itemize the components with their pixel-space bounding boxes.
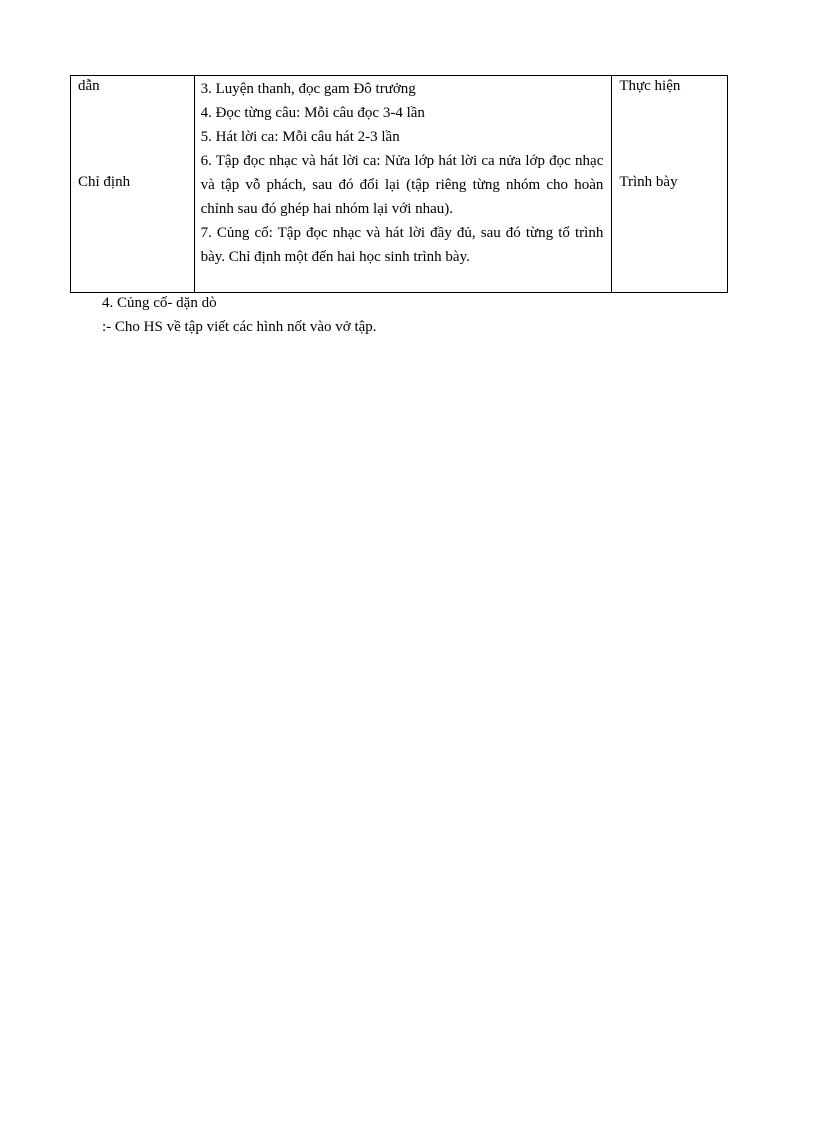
teacher-activity-top: dẫn — [78, 78, 100, 94]
homework-line: :- Cho HS về tập viết các hình nốt vào vở tập. — [102, 319, 377, 335]
content-item-6: 6. Tập đọc nhạc và hát lời ca: Nửa lớp hát lời ca nửa lớp đọc nhạc và tập vỗ phách, sau đó đổi lại (tập riêng từng nhóm cho hoàn chỉnh sau đó ghép hai nhóm lại với nhau). — [200, 153, 604, 217]
content-item-3: 3. Luyện thanh, đọc gam Đô trưởng — [200, 81, 416, 97]
content-cell — [194, 76, 612, 293]
content-item-5: 5. Hát lời ca: Mỗi câu hát 2-3 lần — [200, 129, 400, 145]
section-heading: 4. Củng cố- dặn dò — [102, 295, 217, 311]
student-activity-cell — [612, 76, 728, 293]
teacher-activity-mid: Chỉ định — [78, 174, 131, 190]
content-item-4: 4. Đọc từng câu: Mỗi câu đọc 3-4 lần — [200, 105, 425, 121]
teacher-activity-cell — [71, 76, 195, 293]
content-item-7: 7. Củng cố: Tập đọc nhạc và hát lời đầy đủ, sau đó từng tổ trình bày. Chỉ định một đến hai học sinh trình bày. — [200, 225, 604, 265]
table-row — [71, 76, 728, 293]
student-activity-mid: Trình bày — [619, 174, 678, 190]
student-activity-top: Thực hiện — [619, 78, 681, 94]
lesson-table — [70, 75, 728, 293]
